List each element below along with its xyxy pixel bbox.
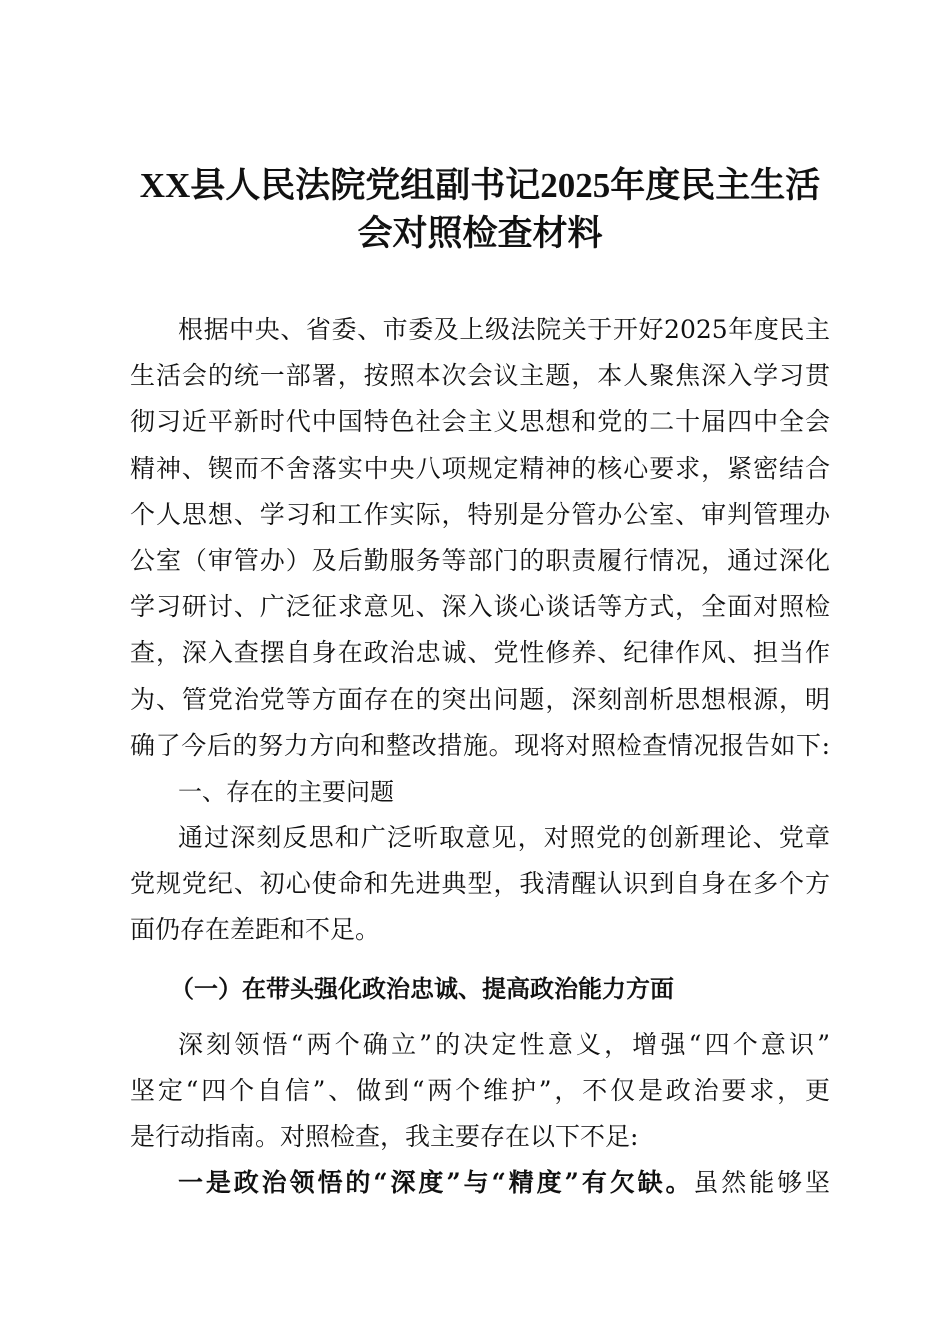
text-line: 精神、锲而不舍落实中央八项规定精神的核心要求，紧密结合 bbox=[130, 453, 830, 483]
text-line: 彻习近平新时代中国特色社会主义思想和党的二十届四中全会 bbox=[130, 407, 830, 437]
text-line: 面仍存在差距和不足。 bbox=[130, 915, 381, 945]
intro-paragraph bbox=[130, 307, 830, 769]
subsection-paragraph bbox=[130, 1022, 830, 1161]
point-text: 虽然能够坚 bbox=[693, 1168, 830, 1198]
text-line: 个人思想、学习和工作实际，特别是分管办公室、审判管理办 bbox=[130, 499, 830, 529]
point-line bbox=[130, 1160, 830, 1206]
text-line: 是行动指南。对照检查，我主要存在以下不足: bbox=[130, 1122, 639, 1152]
text-line: 学习研讨、广泛征求意见、深入谈心谈话等方式，全面对照检 bbox=[130, 592, 830, 622]
text-line: 确了今后的努力方向和整改措施。现将对照检查情况报告如下: bbox=[130, 730, 830, 760]
subsection-heading: （一）在带头强化政治忠诚、提高政治能力方面 bbox=[170, 973, 674, 1003]
point-bold-lead: 一是政治领悟的“深度”与“精度”有欠缺。 bbox=[178, 1168, 694, 1198]
section-heading: 一、存在的主要问题 bbox=[178, 777, 394, 806]
text-line: 坚定“四个自信”、做到“两个维护”，不仅是政治要求，更 bbox=[130, 1076, 830, 1105]
text-line: 党规党纪、初心使命和先进典型，我清醒认识到自身在多个方 bbox=[130, 869, 830, 899]
text-line: 根据中央、省委、市委及上级法院关于开好2025年度民主 bbox=[178, 315, 830, 344]
text-line: 生活会的统一部署，按照本次会议主题，本人聚焦深入学习贯 bbox=[130, 361, 830, 391]
text-line: 查，深入查摆自身在政治忠诚、党性修养、纪律作风、担当作 bbox=[130, 638, 830, 668]
text-line: 公室（审管办）及后勤服务等部门的职责履行情况，通过深化 bbox=[130, 545, 830, 575]
text-line: 通过深刻反思和广泛听取意见，对照党的创新理论、党章 bbox=[178, 823, 830, 853]
section-paragraph bbox=[130, 815, 830, 954]
title-line-2: 会对照检查材料 bbox=[357, 214, 603, 253]
text-line: 深刻领悟“两个确立”的决定性意义，增强“四个意识” bbox=[178, 1029, 830, 1059]
document-title bbox=[120, 162, 840, 258]
title-line-1: XX县人民法院党组副书记2025年度民主生活 bbox=[139, 166, 821, 205]
document-body bbox=[130, 307, 830, 1207]
text-line: 为、管党治党等方面存在的突出问题，深刻剖析思想根源，明 bbox=[130, 684, 830, 714]
